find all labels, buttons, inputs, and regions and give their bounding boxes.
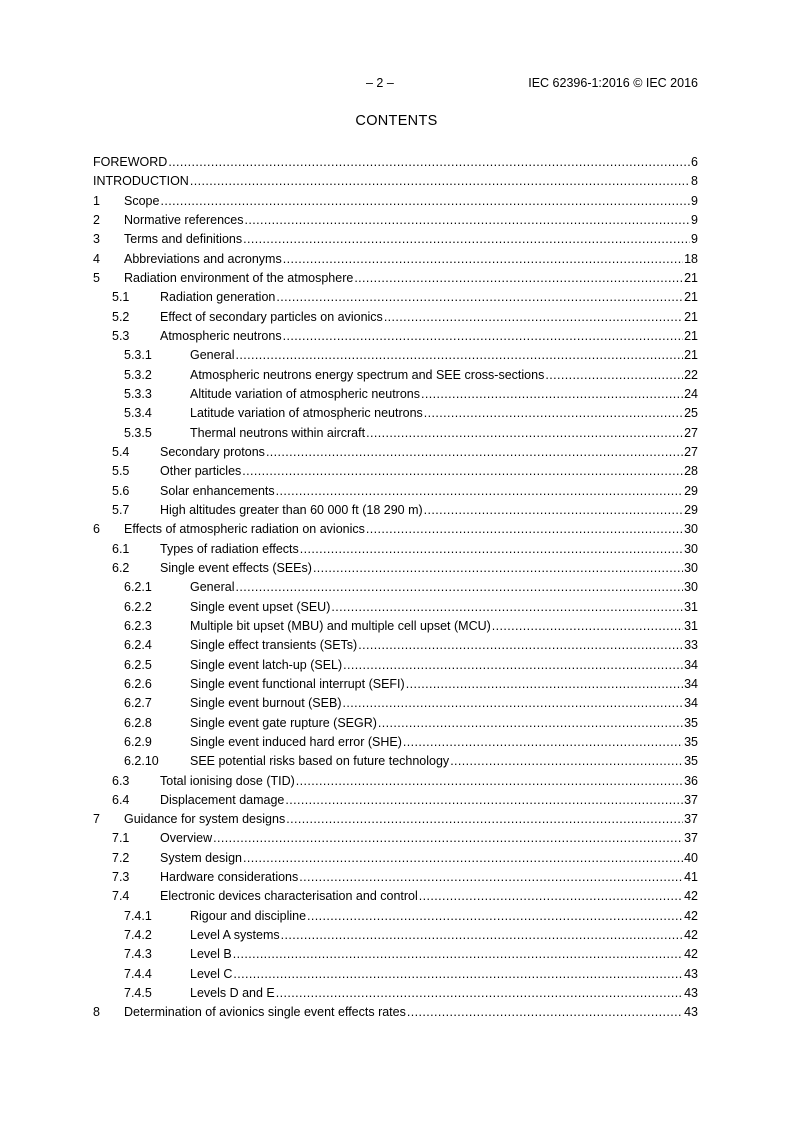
toc-entry-number: 6.2.10: [124, 754, 159, 769]
toc-entry-title: Determination of avionics single event effects rates: [124, 1005, 406, 1020]
toc-entry-number: 7.4.3: [124, 947, 152, 962]
dot-leader: [190, 174, 690, 188]
toc-entry-number: 8: [93, 1005, 100, 1020]
toc-entry[interactable]: [93, 638, 698, 657]
toc-entry[interactable]: [93, 387, 698, 406]
toc-entry-number: 6.2: [112, 560, 130, 575]
toc-entry-number: 5.3.2: [124, 367, 152, 382]
toc-entry-number: 6.2.2: [124, 599, 152, 614]
standard-reference: IEC 62396-1:2016 © IEC 2016: [528, 76, 698, 90]
toc-entry-number: 6.2.6: [124, 676, 152, 691]
toc-entry-title: Thermal neutrons within aircraft: [190, 425, 366, 440]
toc-entry-title: Solar enhancements: [160, 483, 275, 498]
toc-entry-title: Radiation environment of the atmosphere: [124, 270, 354, 285]
toc-entry-title: Effects of atmospheric radiation on avionics: [124, 522, 365, 537]
toc-entry-page: 42: [684, 928, 698, 943]
toc-entry-page: 6: [691, 155, 698, 169]
toc-entry-title: Single event gate rupture (SEGR): [190, 715, 377, 730]
toc-entry-title: Altitude variation of atmospheric neutrons: [190, 386, 420, 401]
toc-entry-page: 41: [684, 870, 698, 885]
dot-leader: [421, 387, 683, 401]
toc-entry[interactable]: [93, 406, 698, 425]
toc-entry-page: 31: [684, 618, 698, 633]
toc-entry-page: 29: [684, 502, 698, 517]
toc-entry-page: 34: [684, 696, 698, 711]
toc-entry-page: 35: [684, 734, 698, 749]
toc-entry-page: 9: [691, 232, 698, 247]
toc-entry-page: 30: [684, 541, 698, 556]
toc-entry-title: Atmospheric neutrons energy spectrum and SEE cross-sections: [190, 367, 545, 382]
toc-entry-number: 5.4: [112, 444, 130, 459]
dot-leader: [213, 831, 683, 845]
dot-leader: [307, 909, 683, 923]
toc-entry-number: 6.2.4: [124, 638, 152, 653]
toc-entry-title: Electronic devices characterisation and control: [160, 889, 418, 904]
toc-entry-title: Single event burnout (SEB): [190, 696, 342, 711]
toc-entry[interactable]: [93, 677, 698, 696]
toc-entry-title: Single event induced hard error (SHE): [190, 734, 402, 749]
toc-entry-title: INTRODUCTION: [93, 174, 189, 189]
dot-leader: [286, 812, 683, 826]
toc-entry-number: 5.7: [112, 502, 130, 517]
toc-entry-title: Terms and definitions: [124, 232, 243, 247]
dot-leader: [243, 232, 690, 246]
toc-entry-page: 42: [684, 908, 698, 923]
toc-entry-title: Normative references: [124, 212, 244, 227]
toc-entry[interactable]: [93, 484, 698, 503]
dot-leader: [406, 677, 683, 691]
toc-entry-title: Displacement damage: [160, 792, 285, 807]
toc-entry[interactable]: [93, 600, 698, 619]
toc-entry-number: 6.2.9: [124, 734, 152, 749]
dot-leader: [419, 889, 683, 903]
toc-entry-page: 42: [684, 947, 698, 962]
page-number: – 2 –: [366, 76, 394, 90]
toc-entry-page: 40: [684, 850, 698, 865]
dot-leader: [233, 947, 683, 961]
table-of-contents: [93, 155, 698, 1025]
toc-entry[interactable]: [93, 194, 698, 213]
toc-entry-number: 7.4.1: [124, 908, 152, 923]
dot-leader: [492, 619, 683, 633]
toc-entry-page: 21: [684, 348, 698, 363]
dot-leader: [407, 1005, 683, 1019]
dot-leader: [403, 735, 683, 749]
toc-entry-page: 43: [684, 966, 698, 981]
toc-entry-number: 1: [93, 193, 100, 208]
toc-entry-title: General: [190, 580, 235, 595]
dot-leader: [378, 716, 683, 730]
toc-entry-number: 5.3: [112, 328, 130, 343]
toc-entry-page: 31: [684, 599, 698, 614]
toc-entry-title: System design: [160, 850, 242, 865]
toc-entry[interactable]: [93, 696, 698, 715]
toc-entry[interactable]: [93, 986, 698, 1005]
toc-entry-title: Latitude variation of atmospheric neutrons: [190, 406, 423, 421]
page-title: CONTENTS: [355, 113, 438, 129]
toc-entry-title: Rigour and discipline: [190, 908, 307, 923]
toc-entry-page: 35: [684, 715, 698, 730]
toc-entry-number: 5.3.4: [124, 406, 152, 421]
toc-entry-page: 34: [684, 676, 698, 691]
toc-entry-title: Single effect transients (SETs): [190, 638, 358, 653]
toc-entry-title: Levels D and E: [190, 986, 275, 1001]
dot-leader: [450, 754, 683, 768]
toc-entry-page: 21: [684, 290, 698, 305]
toc-entry-page: 42: [684, 889, 698, 904]
toc-entry-title: Multiple bit upset (MBU) and multiple cell upset (MCU): [190, 618, 491, 633]
dot-leader: [266, 445, 683, 459]
toc-entry-page: 24: [684, 386, 698, 401]
toc-entry[interactable]: [93, 155, 698, 174]
toc-entry-title: Single event functional interrupt (SEFI): [190, 676, 405, 691]
toc-entry-number: 5.1: [112, 290, 130, 305]
toc-entry-page: 37: [684, 792, 698, 807]
toc-entry[interactable]: [93, 580, 698, 599]
dot-leader: [545, 368, 683, 382]
toc-entry-title: Hardware considerations: [160, 870, 299, 885]
toc-entry-number: 5.2: [112, 309, 130, 324]
toc-entry-title: Total ionising dose (TID): [160, 773, 295, 788]
toc-entry-title: Level A systems: [190, 928, 280, 943]
dot-leader: [300, 542, 683, 556]
toc-entry[interactable]: [93, 232, 698, 251]
toc-entry-number: 7.4.4: [124, 966, 152, 981]
dot-leader: [354, 271, 683, 285]
toc-entry-page: 30: [684, 580, 698, 595]
toc-entry[interactable]: [93, 831, 698, 850]
toc-entry-number: 6.2.1: [124, 580, 152, 595]
toc-entry[interactable]: [93, 928, 698, 947]
toc-entry[interactable]: [93, 889, 698, 908]
toc-entry-page: 35: [684, 754, 698, 769]
toc-entry-page: 21: [684, 328, 698, 343]
dot-leader: [281, 928, 683, 942]
toc-entry-page: 37: [684, 831, 698, 846]
dot-leader: [276, 986, 683, 1000]
dot-leader: [384, 310, 683, 324]
toc-entry-title: Radiation generation: [160, 290, 276, 305]
dot-leader: [276, 484, 683, 498]
toc-entry[interactable]: [93, 426, 698, 445]
toc-entry[interactable]: [93, 793, 698, 812]
toc-entry-page: 36: [684, 773, 698, 788]
dot-leader: [366, 522, 683, 536]
toc-entry-number: 6: [93, 522, 100, 537]
toc-entry[interactable]: [93, 1005, 698, 1024]
toc-entry[interactable]: [93, 310, 698, 329]
toc-entry[interactable]: [93, 329, 698, 348]
toc-entry-number: 7.3: [112, 870, 130, 885]
toc-entry[interactable]: [93, 290, 698, 309]
dot-leader: [285, 793, 683, 807]
dot-leader: [296, 774, 683, 788]
toc-entry[interactable]: [93, 658, 698, 677]
dot-leader: [283, 252, 683, 266]
toc-entry-title: General: [190, 348, 235, 363]
toc-entry-page: 43: [684, 1005, 698, 1020]
toc-entry-title: Effect of secondary particles on avionics: [160, 309, 383, 324]
toc-entry-number: 7.4.5: [124, 986, 152, 1001]
dot-leader: [235, 580, 683, 594]
dot-leader: [243, 851, 683, 865]
toc-entry-number: 5.6: [112, 483, 130, 498]
dot-leader: [358, 638, 683, 652]
toc-entry-number: 6.2.7: [124, 696, 152, 711]
toc-entry[interactable]: [93, 947, 698, 966]
toc-entry-page: 9: [691, 212, 698, 227]
toc-entry-number: 6.2.8: [124, 715, 152, 730]
dot-leader: [342, 696, 683, 710]
toc-entry-page: 18: [684, 251, 698, 266]
toc-entry-page: 8: [691, 174, 698, 189]
toc-entry[interactable]: [93, 735, 698, 754]
toc-entry[interactable]: [93, 619, 698, 638]
toc-entry[interactable]: [93, 174, 698, 193]
toc-entry[interactable]: [93, 213, 698, 232]
dot-leader: [245, 213, 691, 227]
toc-entry[interactable]: [93, 271, 698, 290]
toc-entry-number: 6.1: [112, 541, 130, 556]
toc-entry-title: SEE potential risks based on future technology: [190, 754, 450, 769]
toc-entry-page: 33: [684, 638, 698, 653]
toc-entry-page: 27: [684, 425, 698, 440]
toc-entry-page: 9: [691, 193, 698, 208]
toc-entry-number: 5.5: [112, 464, 130, 479]
toc-entry-title: Single event latch-up (SEL): [190, 657, 343, 672]
toc-entry-number: 5.3.3: [124, 386, 152, 401]
toc-entry[interactable]: [93, 348, 698, 367]
toc-entry-title: Abbreviations and acronyms: [124, 251, 282, 266]
dot-leader: [283, 329, 684, 343]
toc-entry-page: 21: [684, 270, 698, 285]
toc-entry-page: 21: [684, 309, 698, 324]
toc-entry[interactable]: [93, 754, 698, 773]
toc-entry[interactable]: [93, 368, 698, 387]
toc-entry-number: 3: [93, 232, 100, 247]
toc-entry-title: Level B: [190, 947, 232, 962]
toc-entry-page: 27: [684, 444, 698, 459]
dot-leader: [331, 600, 683, 614]
toc-entry-number: 6.4: [112, 792, 130, 807]
toc-entry-title: Overview: [160, 831, 213, 846]
toc-entry-page: 37: [684, 812, 698, 827]
toc-entry-page: 25: [684, 406, 698, 421]
dot-leader: [299, 870, 683, 884]
toc-entry-number: 7.4.2: [124, 928, 152, 943]
toc-entry[interactable]: [93, 716, 698, 735]
toc-entry[interactable]: [93, 774, 698, 793]
toc-entry-number: 4: [93, 251, 100, 266]
toc-entry-page: 43: [684, 986, 698, 1001]
toc-entry[interactable]: [93, 561, 698, 580]
dot-leader: [424, 406, 683, 420]
toc-entry[interactable]: [93, 542, 698, 561]
toc-entry-title: FOREWORD: [93, 155, 168, 169]
toc-entry-number: 7.2: [112, 850, 130, 865]
toc-entry-title: Secondary protons: [160, 444, 265, 459]
toc-entry-number: 6.2.3: [124, 618, 152, 633]
dot-leader: [313, 561, 683, 575]
toc-entry[interactable]: [93, 445, 698, 464]
dot-leader: [168, 155, 690, 169]
toc-entry[interactable]: [93, 870, 698, 889]
toc-entry-number: 5.3.1: [124, 348, 152, 363]
toc-entry[interactable]: [93, 967, 698, 986]
toc-entry-number: 2: [93, 212, 100, 227]
toc-entry-page: 22: [684, 367, 698, 382]
toc-entry[interactable]: [93, 464, 698, 483]
toc-entry-page: 34: [684, 657, 698, 672]
toc-entry-title: Scope: [124, 193, 160, 208]
toc-entry[interactable]: [93, 851, 698, 870]
dot-leader: [242, 464, 683, 478]
toc-entry[interactable]: [93, 909, 698, 928]
toc-entry-title: Types of radiation effects: [160, 541, 299, 556]
toc-entry-number: 5.3.5: [124, 425, 152, 440]
dot-leader: [233, 967, 683, 981]
dot-leader: [160, 194, 690, 208]
toc-entry[interactable]: [93, 252, 698, 271]
toc-entry[interactable]: [93, 503, 698, 522]
toc-entry-number: 7.4: [112, 889, 130, 904]
toc-entry-title: Single event effects (SEEs): [160, 560, 312, 575]
toc-entry-title: High altitudes greater than 60 000 ft (18 290 m): [160, 502, 423, 517]
dot-leader: [343, 658, 683, 672]
dot-leader: [276, 290, 683, 304]
dot-leader: [424, 503, 683, 517]
toc-entry[interactable]: [93, 522, 698, 541]
toc-entry-page: 29: [684, 483, 698, 498]
toc-entry-number: 6.2.5: [124, 657, 152, 672]
toc-entry-title: Other particles: [160, 464, 242, 479]
dot-leader: [235, 348, 683, 362]
toc-entry-number: 6.3: [112, 773, 130, 788]
toc-entry-title: Atmospheric neutrons: [160, 328, 282, 343]
dot-leader: [366, 426, 683, 440]
toc-entry-number: 5: [93, 270, 100, 285]
toc-entry-title: Level C: [190, 966, 233, 981]
toc-entry-page: 30: [684, 560, 698, 575]
toc-entry-title: Guidance for system designs: [124, 812, 286, 827]
toc-entry-page: 30: [684, 522, 698, 537]
toc-entry-title: Single event upset (SEU): [190, 599, 331, 614]
toc-entry[interactable]: [93, 812, 698, 831]
toc-entry-number: 7: [93, 812, 100, 827]
toc-entry-number: 7.1: [112, 831, 130, 846]
toc-entry-page: 28: [684, 464, 698, 479]
